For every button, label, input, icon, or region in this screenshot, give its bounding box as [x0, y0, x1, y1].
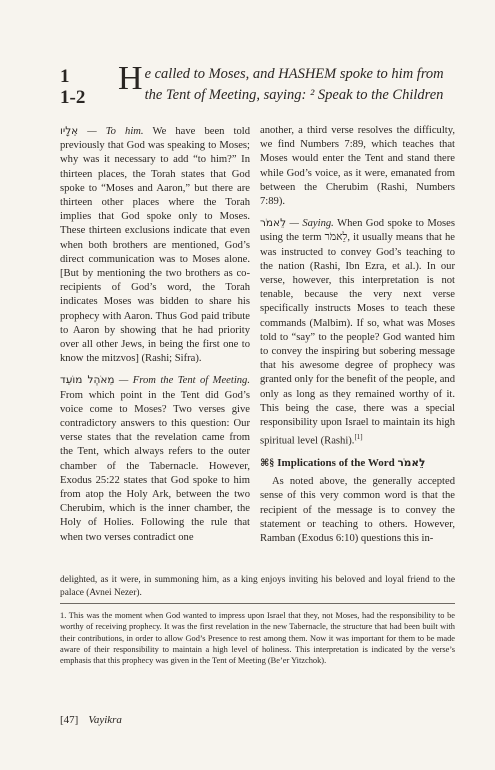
section-heading	[260, 456, 455, 471]
footnote: 1. This was the moment when God wanted to impress upon Israel that they, not Moses, had the responsibility to be worthy of receiving prophecy. It was the first revelation in the new Tabernacle, the structure that had been built with their contributions, in order to allow God’s Presence to rest among them. Now it was important for them to be made aware of their responsibility to maintain a high level of holiness. This interpretation is indicated by the verse’s emphasis that this prophecy was given in the Tent of Meeting (Be’er Yitzchok).	[60, 611, 455, 666]
commentary-paragraph	[260, 124, 455, 209]
commentary-text: another, a third verse resolves the difficulty, we find Numbers 7:89, which teaches that Moses would enter the Tent and stand there while God’s voice, as it were, emanated from between the Cherubim (Rashi, Numbers 7:89).	[260, 125, 455, 208]
verse-line-2: the Tent of Meeting, saying: ² Speak to the Children	[144, 87, 444, 103]
verse-range: 1-2	[60, 87, 86, 108]
drop-cap: H	[118, 60, 143, 97]
book-title: Vayikra	[88, 714, 122, 726]
footnote-reference: [1]	[354, 433, 363, 442]
commentary-paragraph	[60, 124, 250, 366]
continuation-note: delighted, as it were, in summoning him, as a king enjoys inviting his beloved and loyal friend to the palace (Avnei Nezer).	[60, 575, 455, 598]
page-footer	[60, 714, 122, 726]
commentary-right-column	[260, 124, 455, 553]
section-hebrew: לֵאמֹר	[397, 457, 426, 469]
lemma-translation: — Saying.	[286, 218, 334, 230]
commentary-text: As noted above, the generally accepted sense of this very common word is that the recipient of the message is to convey the statement or teaching to others. However, Ramban (Exodus 6:10) questions this in-	[260, 476, 455, 545]
fleuron-icon: ⌘§	[260, 458, 275, 469]
chapter-verse-marker	[60, 66, 85, 108]
chapter-number: 1	[60, 66, 70, 87]
lemma-translation: — To him.	[78, 126, 144, 137]
page-number: [47]	[60, 714, 79, 726]
commentary-paragraph	[60, 373, 250, 544]
commentary-left-column	[60, 124, 250, 552]
commentary-paragraph	[260, 475, 455, 546]
hebrew-lemma: לֵאמֹר	[260, 217, 287, 230]
verse-line-1: e called to Moses, and HASHEM spoke to him from	[144, 66, 444, 82]
commentary-text: We have been told previously that God was speaking to Moses; why was it necessary to add “to him?” In thirteen places, the Torah states that God spoke to “Moses and Aaron,” but there are thirteen other places where the Torah implies that God spoke only to Moses. These thirteen exclusions indicate that even when both brothers are mentioned, God’s direct communication was to Moses alone. [But by mentioning the two brothers as co-recipients of God’s word, the Torah indicates Moses was bidden to share his prophecy with Aaron. Thus God paid tribute to Aaron by showing that he had priority over all other Jews, in being the first one to know the mitzvos] (Rashi; Sifra).	[60, 126, 251, 365]
verse-translation	[118, 60, 458, 106]
hebrew-lemma: מֵאֹהֶל מוֹעֵד	[60, 374, 115, 387]
section-title: Implications of the Word	[277, 457, 395, 469]
lemma-translation: — From the Tent of Meeting.	[114, 375, 251, 387]
commentary-text: From which point in the Tent did God’s voice come to Moses? Two verses give contradictory answers to this question: Our verse states that the revelation came from the Tent, which always refers to the outer chamber of the Tabernacle. However, Exodus 25:22 states that God spoke to him from atop the Holy Ark, between the two Cherubim, which is the inner chamber, the Holy of Holies. Following the rule that when two verses contradict one	[60, 389, 250, 543]
hebrew-lemma: אֵלָיו	[60, 125, 79, 137]
commentary-paragraph	[260, 216, 455, 449]
commentary-text: When God spoke to Moses using the term לֵאמֹר, it usually means that he was instructed to convey God’s teaching to the nation (Rashi, Ibn Ezra, et al.). In our verse, however, this interpretation is not tenable, because the very next verse specifically instructs Moses to teach these commands (Malbim). If so, what was Moses told to “say” to the people? God wanted him to convey the inspiring but sobering message that his awesome degree of prophecy was granted only for the benefit of the people, and only as long as they remained worthy of it. This being the case, there was a special responsibility upon Israel to maintain its high spiritual level (Rashi).	[260, 218, 456, 447]
footnote-divider	[60, 603, 455, 604]
